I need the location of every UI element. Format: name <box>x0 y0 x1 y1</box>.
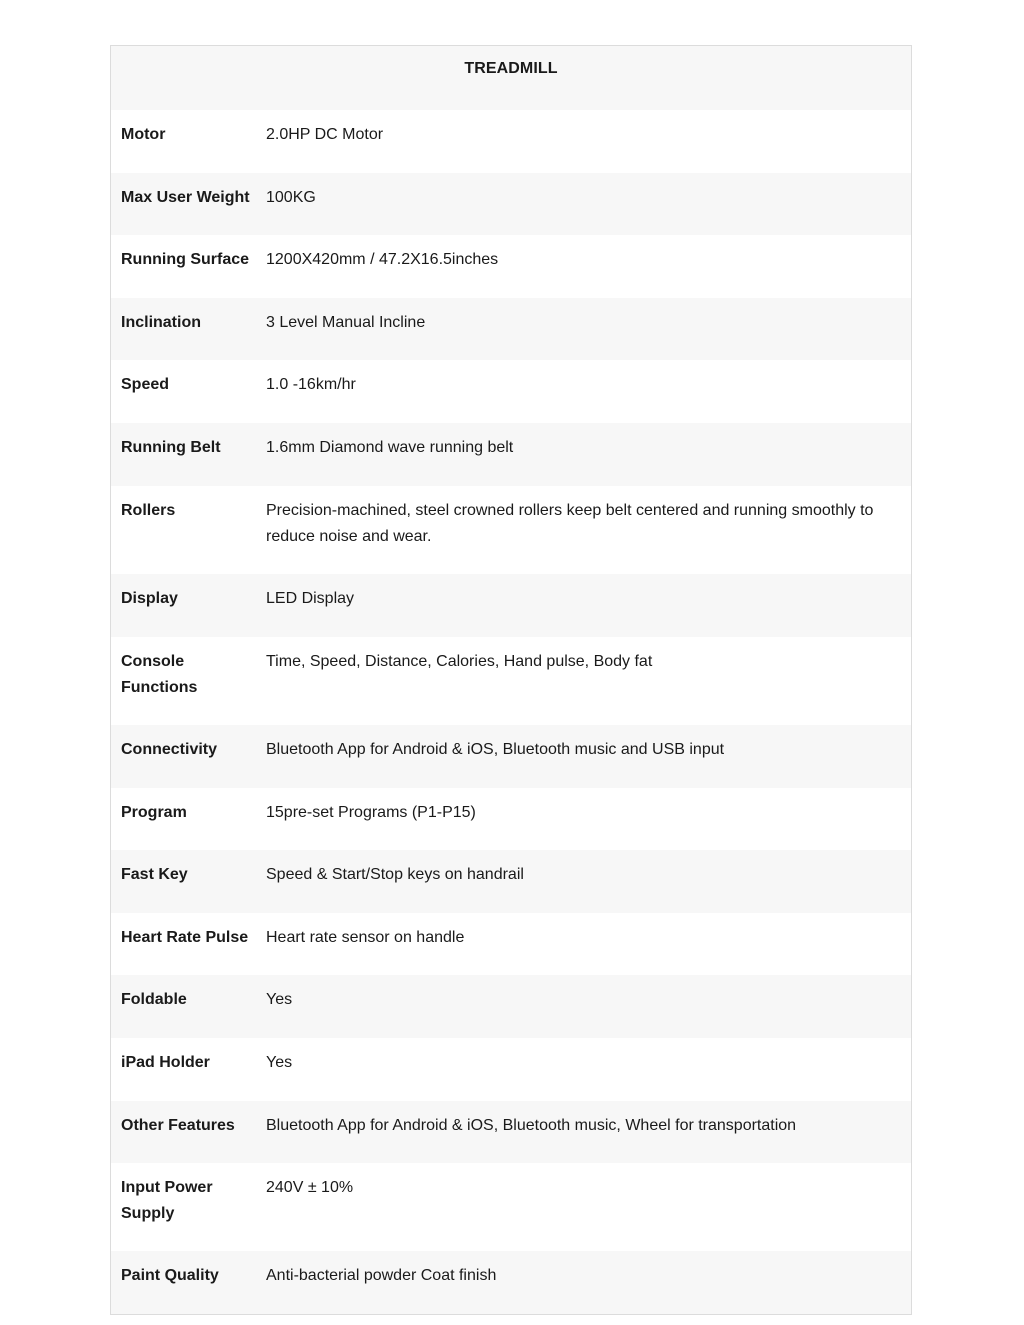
table-row <box>111 486 911 574</box>
table-row <box>111 298 911 361</box>
table-row <box>111 235 911 298</box>
row-value: LED Display <box>266 589 355 607</box>
table-row <box>111 574 911 637</box>
table-row <box>111 850 911 913</box>
table-row <box>111 725 911 788</box>
row-label: iPad Holder <box>121 1053 210 1071</box>
row-value: Anti-bacterial powder Coat finish <box>266 1267 497 1285</box>
table-row <box>111 1101 911 1164</box>
table-row <box>111 788 911 851</box>
row-value: 3 Level Manual Incline <box>266 313 426 331</box>
row-label: Console Functions <box>121 652 198 696</box>
row-value: Bluetooth App for Android & iOS, Bluetooth music, Wheel for transportation <box>266 1116 797 1134</box>
row-label: Input Power Supply <box>121 1179 213 1223</box>
table-row <box>111 637 911 725</box>
table-row <box>111 1163 911 1251</box>
row-value: Precision-machined, steel crowned rollers keep belt centered and running smoothly to reduce noise and wear. <box>266 501 874 545</box>
row-value: Time, Speed, Distance, Calories, Hand pulse, Body fat <box>266 652 653 670</box>
table-row <box>111 173 911 236</box>
table-row <box>111 913 911 976</box>
row-label: Heart Rate Pulse <box>121 928 249 946</box>
table-row <box>111 423 911 486</box>
row-value: 100KG <box>266 188 316 206</box>
row-value: 1.0 -16km/hr <box>266 376 356 394</box>
row-value: 1.6mm Diamond wave running belt <box>266 438 514 456</box>
row-label: Rollers <box>121 501 176 519</box>
table-row <box>111 110 911 173</box>
row-value: Yes <box>266 1053 293 1071</box>
row-label: Inclination <box>121 313 201 331</box>
table-title: TREADMILL <box>111 46 911 110</box>
row-value: 240V ± 10% <box>266 1179 354 1197</box>
row-value: 15pre-set Programs (P1-P15) <box>266 803 476 821</box>
row-label: Foldable <box>121 991 187 1009</box>
row-label: Paint Quality <box>121 1267 219 1285</box>
row-label: Max User Weight <box>121 188 250 206</box>
row-value: Speed & Start/Stop keys on handrail <box>266 866 524 884</box>
row-value: 1200X420mm / 47.2X16.5inches <box>266 251 499 269</box>
table-row <box>111 1251 911 1314</box>
row-value: Bluetooth App for Android & iOS, Bluetooth music and USB input <box>266 740 725 758</box>
row-label: Speed <box>121 376 170 394</box>
row-label: Connectivity <box>121 740 218 758</box>
table-row <box>111 975 911 1038</box>
row-value: 2.0HP DC Motor <box>266 126 384 143</box>
row-label: Motor <box>121 126 166 143</box>
row-label: Running Belt <box>121 438 221 456</box>
table-row <box>111 360 911 423</box>
row-value: Heart rate sensor on handle <box>266 928 465 946</box>
table-row <box>111 1038 911 1101</box>
row-label: Other Features <box>121 1116 235 1134</box>
spec-table <box>110 45 912 1315</box>
row-value: Yes <box>266 991 293 1009</box>
row-label: Fast Key <box>121 866 188 884</box>
row-label: Running Surface <box>121 251 250 269</box>
row-label: Display <box>121 589 178 607</box>
row-label: Program <box>121 803 187 821</box>
